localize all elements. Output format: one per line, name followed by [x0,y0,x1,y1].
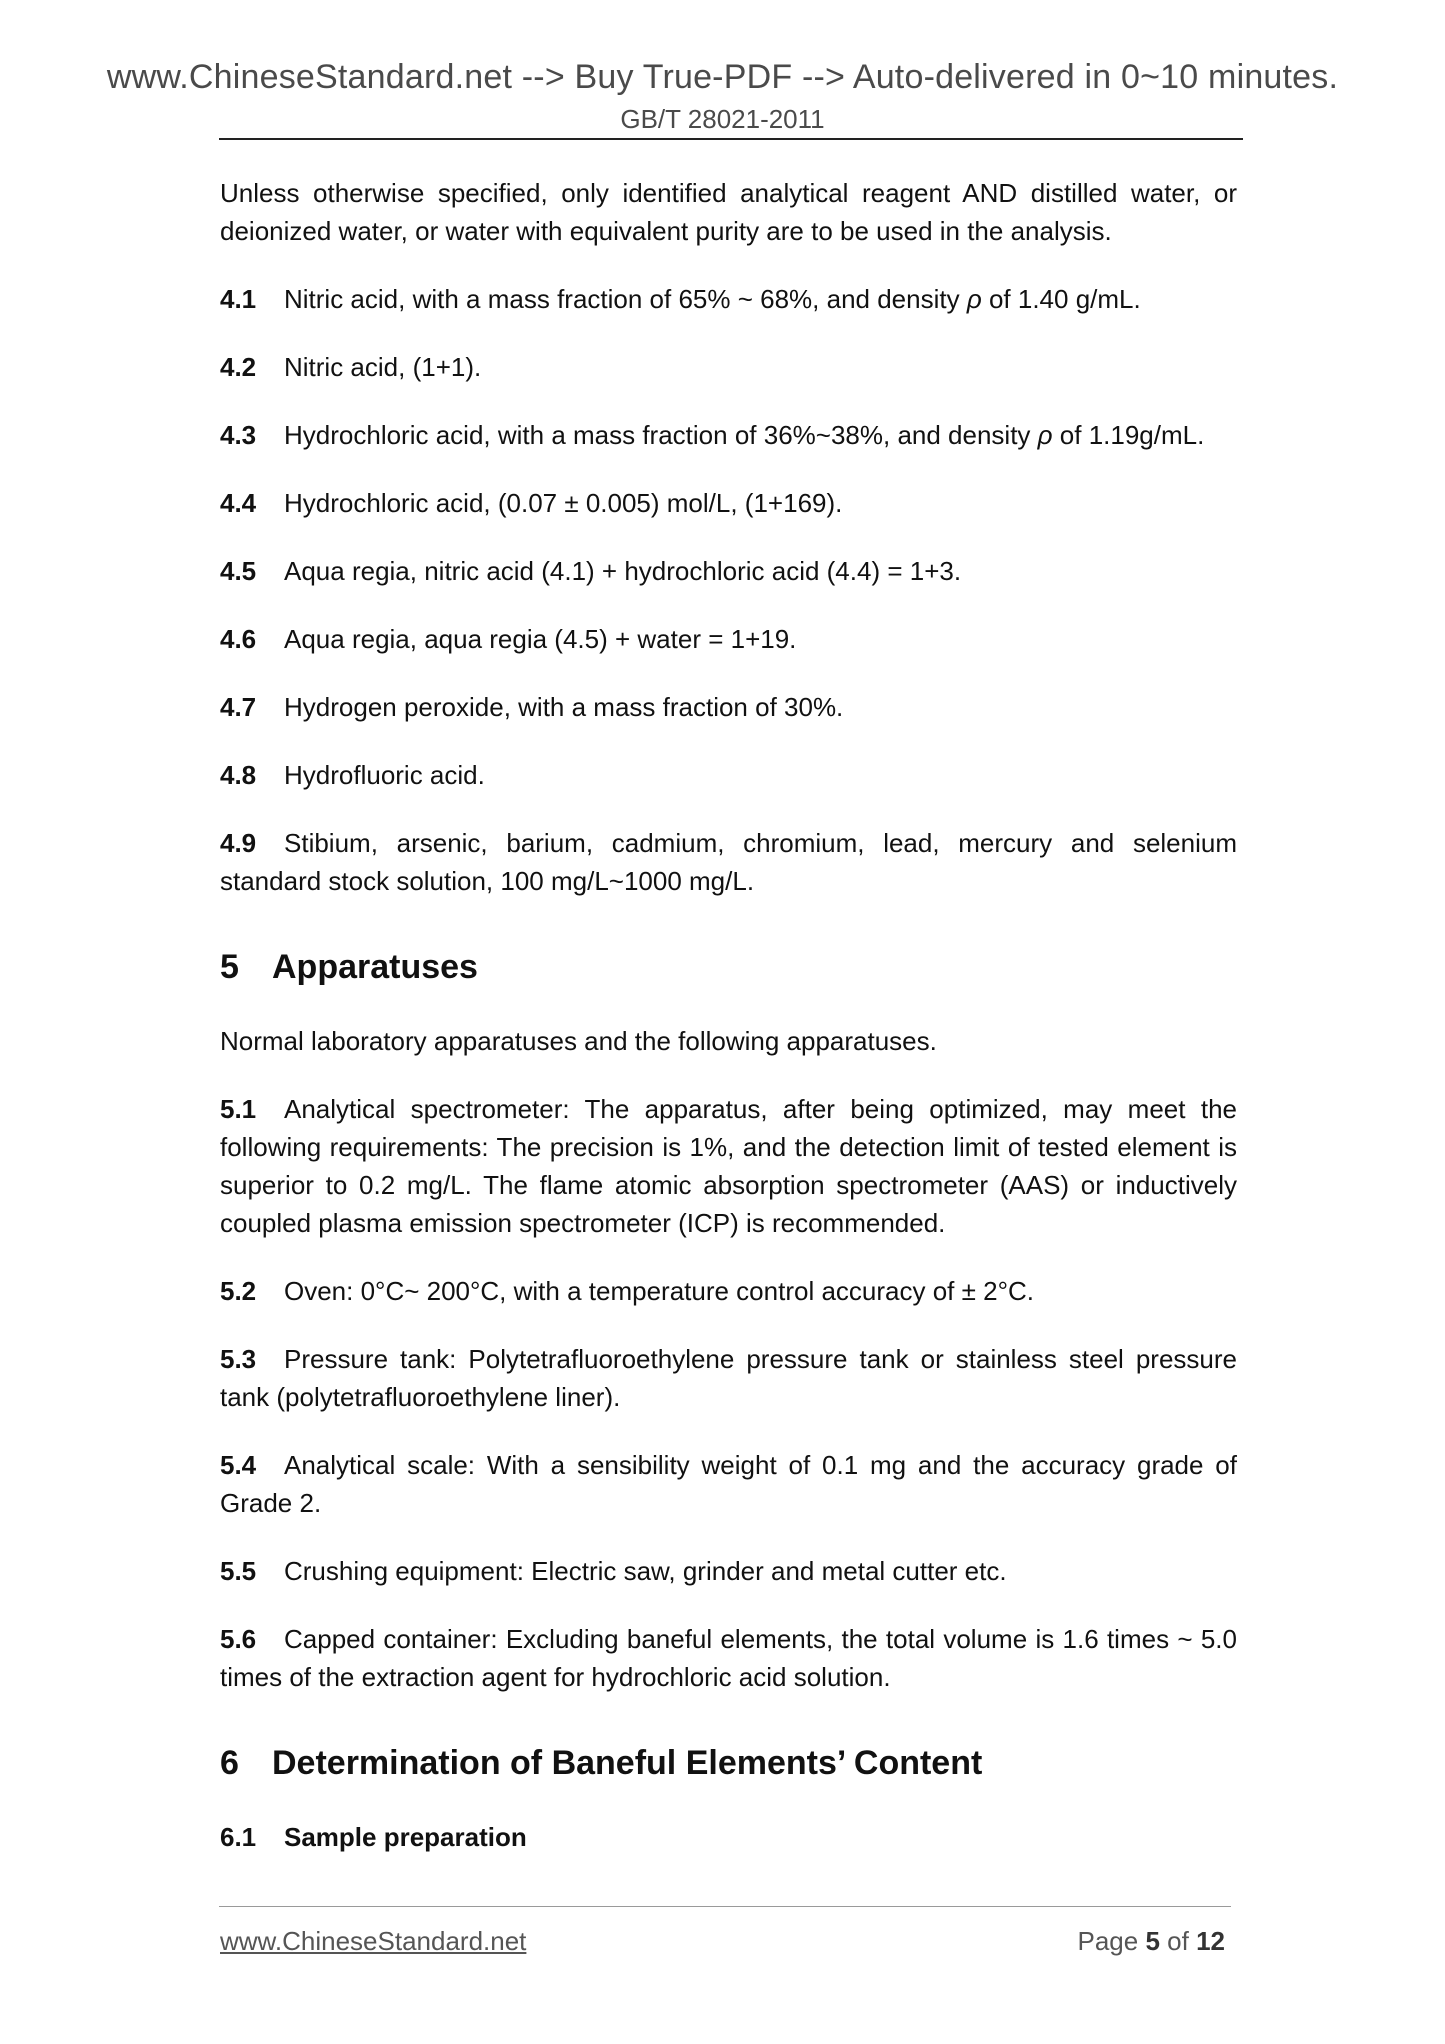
rho-symbol: ρ [1037,420,1053,450]
section-title: Apparatuses [272,948,478,986]
subsection-number: 6.1 [220,1822,257,1852]
header-divider [219,138,1243,140]
clause-number: 4.3 [220,420,257,450]
clause-4-6 [220,620,1237,658]
clause-number: 4.9 [220,828,257,858]
clause-text: Aqua regia, nitric acid (4.1) + hydrochloric acid (4.4) = 1+3. [284,556,962,586]
page-prefix: Page [1077,1926,1139,1956]
clause-5-1 [220,1090,1237,1242]
footer-divider [219,1906,1231,1907]
clause-number: 5.5 [220,1556,257,1586]
clause-5-5 [220,1552,1237,1590]
standard-code: GB/T 28021-2011 [620,104,825,134]
section-title: Determination of Baneful Elements’ Content [272,1744,983,1782]
apparatus-intro: Normal laboratory apparatuses and the following apparatuses. [220,1026,937,1056]
clause-text: Oven: 0°C~ 200°C, with a temperature control accuracy of ± 2°C. [284,1276,1034,1306]
section-5-heading [220,946,1237,988]
clause-4-3 [220,416,1237,454]
clause-text: Hydrochloric acid, (0.07 ± 0.005) mol/L, (1+169). [284,488,843,518]
clause-number: 5.2 [220,1276,257,1306]
clause-text-end: of 1.19g/mL. [1052,420,1205,450]
clause-number: 4.8 [220,760,257,790]
clause-text: Hydrochloric acid, with a mass fraction of 36%~38%, and density [284,420,1038,450]
clause-text: Stibium, arsenic, barium, cadmium, chromium, lead, mercury and selenium standard stock solution, 100 mg/L~1000 mg/L. [220,828,1237,896]
clause-4-1 [220,280,1237,318]
clause-number: 4.4 [220,488,257,518]
section-number: 6 [220,1744,239,1782]
subsection-title: Sample preparation [284,1822,527,1852]
page-total: 12 [1196,1926,1225,1956]
page-indicator [1077,1926,1225,1957]
footer-link[interactable]: www.ChineseStandard.net [220,1926,527,1956]
clause-text: Pressure tank: Polytetrafluoroethylene pressure tank or stainless steel pressure tank (polytetrafluoroethylene liner). [220,1344,1237,1412]
reagents-intro: Unless otherwise specified, only identified analytical reagent AND distilled water, or deionized water, or water with equivalent purity are to be used in the analysis. [220,178,1237,246]
clause-number: 4.6 [220,624,257,654]
clause-4-4 [220,484,1237,522]
clause-number: 4.1 [220,284,257,314]
clause-text: Hydrogen peroxide, with a mass fraction of 30%. [284,692,844,722]
clause-4-8 [220,756,1237,794]
clause-4-9 [220,824,1237,900]
clause-text: Capped container: Excluding baneful elements, the total volume is 1.6 times ~ 5.0 times of the extraction agent for hydrochloric acid solution. [220,1624,1237,1692]
clause-4-2 [220,348,1237,386]
clause-number: 5.3 [220,1344,257,1374]
section-number: 5 [220,948,239,986]
rho-symbol: ρ [966,284,982,314]
header-banner[interactable]: www.ChineseStandard.net --> Buy True-PDF --> Auto-delivered in 0~10 minutes. [106,58,1339,96]
clause-text: Nitric acid, with a mass fraction of 65% ~ 68%, and density [284,284,967,314]
clause-4-7 [220,688,1237,726]
page-current: 5 [1145,1926,1160,1956]
clause-number: 5.1 [220,1094,257,1124]
clause-number: 5.4 [220,1450,257,1480]
clause-number: 4.2 [220,352,257,382]
clause-5-4 [220,1446,1237,1522]
clause-text: Hydrofluoric acid. [284,760,485,790]
clause-number: 5.6 [220,1624,257,1654]
clause-text: Analytical scale: With a sensibility weight of 0.1 mg and the accuracy grade of Grade 2. [220,1450,1237,1518]
clause-4-5 [220,552,1237,590]
section-6-heading [220,1742,1237,1784]
page-of: of [1167,1926,1189,1956]
clause-5-3 [220,1340,1237,1416]
clause-text: Nitric acid, (1+1). [284,352,482,382]
document-body [220,174,1237,1856]
clause-text-end: of 1.40 g/mL. [981,284,1141,314]
clause-5-6 [220,1620,1237,1696]
clause-number: 4.5 [220,556,257,586]
subsection-6-1-heading [220,1818,1237,1856]
clause-text: Aqua regia, aqua regia (4.5) + water = 1+19. [284,624,797,654]
clause-5-2 [220,1272,1237,1310]
clause-text: Analytical spectrometer: The apparatus, after being optimized, may meet the following requirements: The precision is 1%, and the detection limit of tested element is superior to 0.2 mg/L. The flame atomic absorption spectrometer (AAS) or inductively coupled plasma emission spectrometer (ICP) is recommended. [220,1094,1237,1238]
clause-text: Crushing equipment: Electric saw, grinder and metal cutter etc. [284,1556,1007,1586]
clause-number: 4.7 [220,692,257,722]
